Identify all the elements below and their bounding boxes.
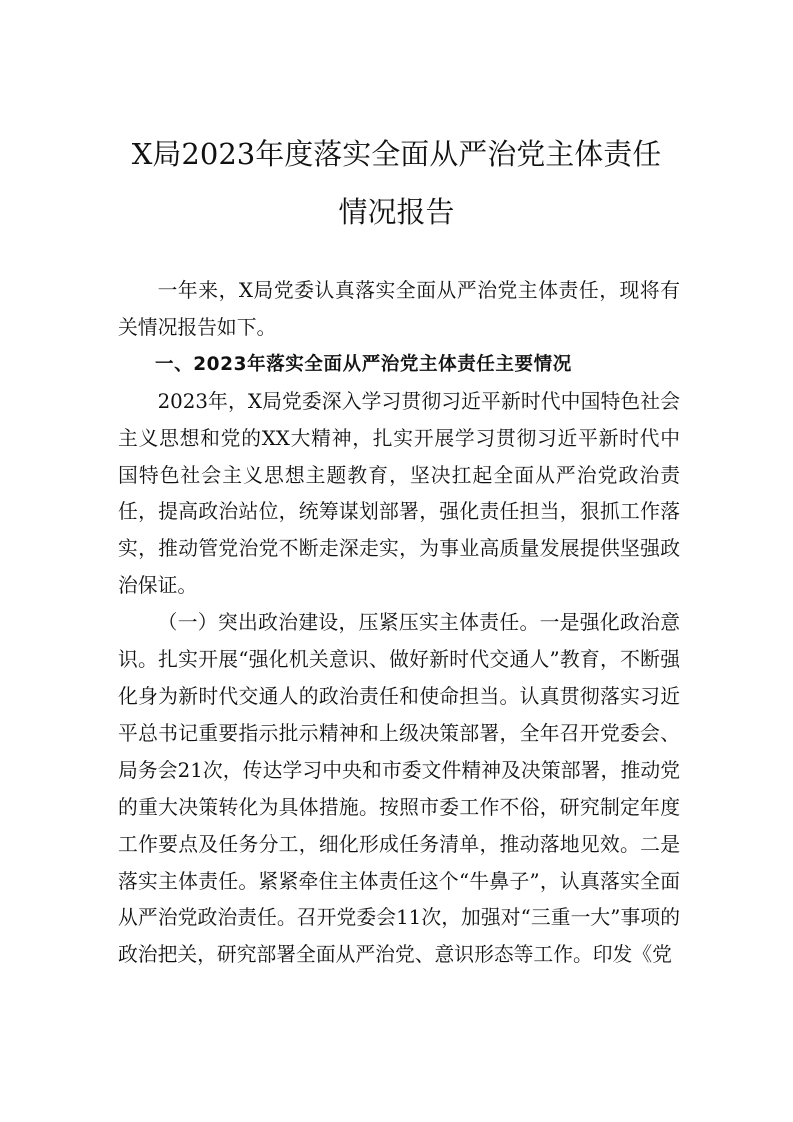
document-title-line-1: X局2023年度落实全面从严治党主体责任 xyxy=(131,137,662,171)
body-paragraph: 2023年，X局党委深入学习贯彻习近平新时代中国特色社会主义思想和党的XX大精神，扎实开展学习贯彻习近平新时代中国特色社会主义思想主题教育，坚决扛起全面从严治党政治责任，提高政治站位，统筹谋划部署，强化责任担当，狠抓工作落实，推动管党治党不断走深走实，为事业高质量发展提供坚强政治保证。 xyxy=(118,389,680,598)
intro-paragraph: 一年来，X局党委认真落实全面从严治党主体责任，现将有关情况报告如下。 xyxy=(118,279,680,339)
section-heading: 一、2023年落实全面从严治党主体责任主要情况 xyxy=(155,353,572,375)
document-body xyxy=(118,273,680,974)
body-paragraph: （一）突出政治建设，压紧压实主体责任。一是强化政治意识。扎实开展“强化机关意识、做好新时代交通人”教育，不断强化身为新时代交通人的政治责任和使命担当。认真贯彻落实习近平总书记重要指示批示精神和上级决策部署，全年召开党委会、局务会21次，传达学习中央和市委文件精神及决策部署，推动党的重大决策转化为具体措施。按照市委工作不俗，研究制定年度工作要点及任务分工，细化形成任务清单，推动落地见效。二是落实主体责任。紧紧牵住主体责任这个“牛鼻子”，认真落实全面从严治党政治责任。召开党委会11次，加强对“三重一大”事项的政治把关，研究部署全面从严治党、意识形态等工作。印发《党 xyxy=(118,611,680,967)
document-title-line-2: 情况报告 xyxy=(338,195,455,229)
